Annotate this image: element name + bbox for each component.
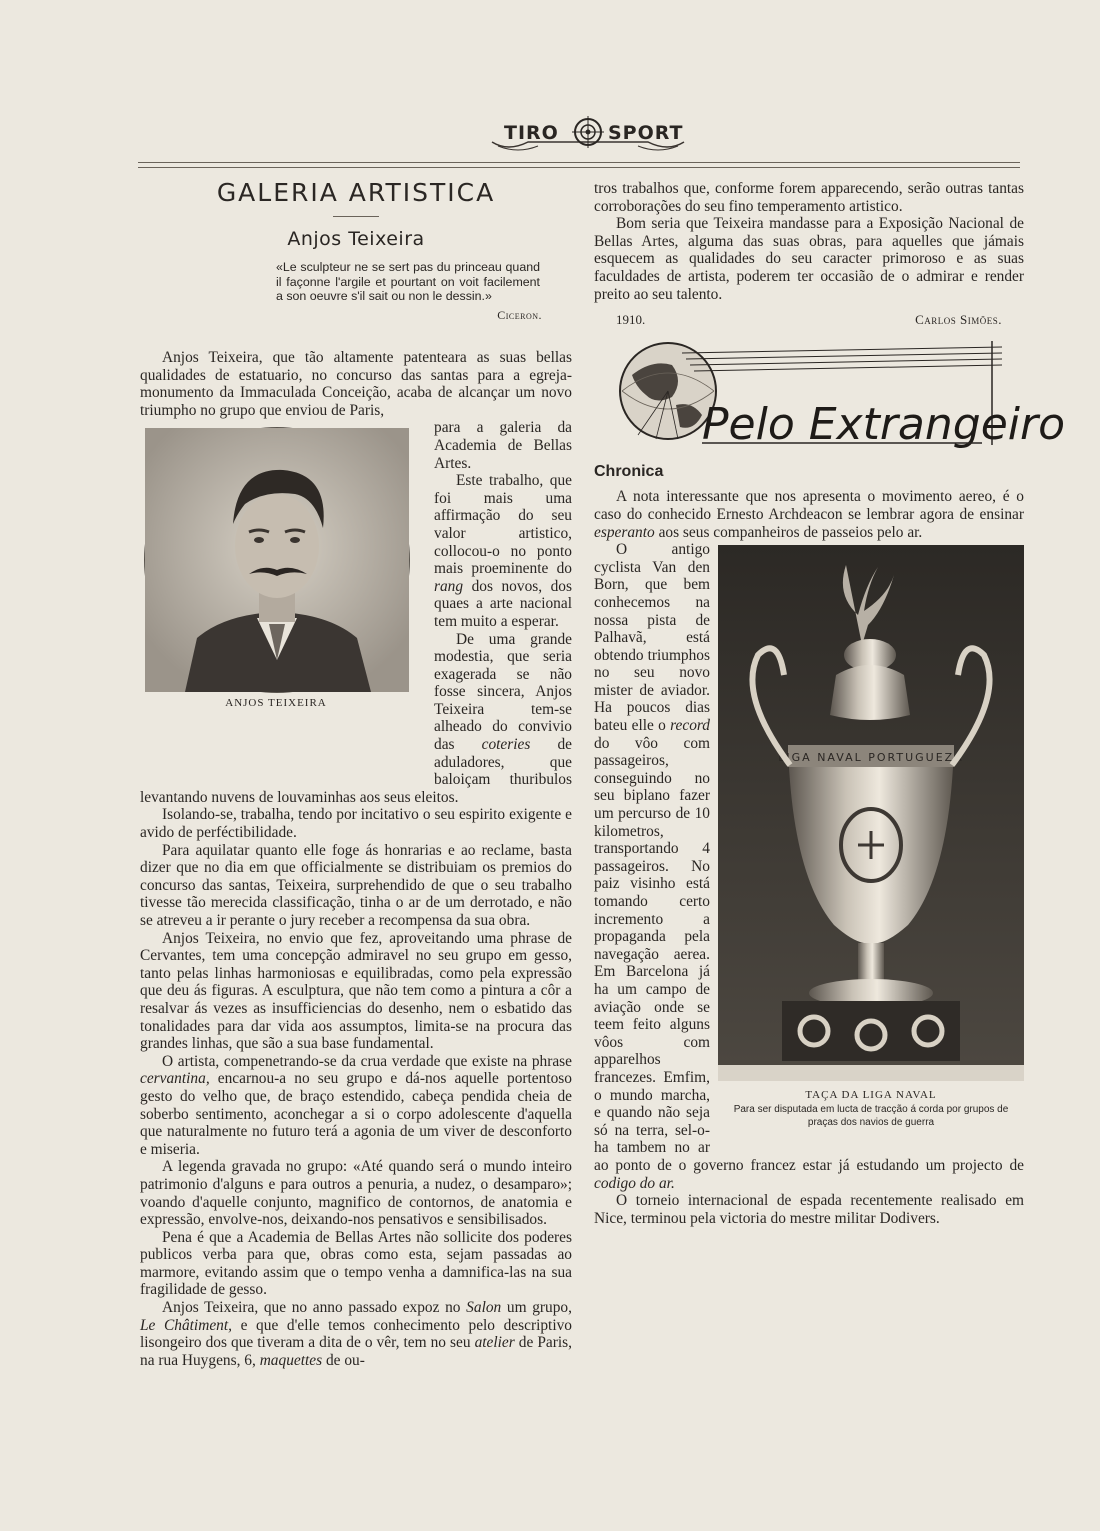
trophy-figure bbox=[718, 541, 1024, 1149]
masthead-logo bbox=[488, 112, 688, 154]
trophy-caption: TAÇA DA LIGA NAVAL bbox=[805, 1089, 937, 1102]
chronica-heading: Chronica bbox=[594, 462, 664, 480]
paragraph: Pena é que a Academia de Bellas Artes não sollicite dos poderes publicos verba para que, obras como esta, sejam passadas ao marmore, evitando assim que o tempo venha a damnifica-las na sua fragilidade de gesso. bbox=[140, 1228, 572, 1299]
paragraph: Isolando-se, trabalha, tendo por incitativo o seu espirito exigente e avido de perféctibilidade. bbox=[140, 806, 572, 842]
left-column bbox=[140, 180, 572, 1369]
trophy-subcaption: Para ser disputada em lucta de tracção á corda por grupos de praças dos navios de guerra bbox=[733, 1104, 1009, 1129]
paragraph: De uma grande modestia, que seria exagerada se não fosse sincera, Anjos Teixeira tem-se alheado do convivio das coteries de aduladores, que baloiçam thuribulos levantando nuvens de louvaminhas aos seus eleitos. bbox=[140, 630, 572, 806]
portrait-caption: ANJOS TEIXEIRA bbox=[225, 697, 327, 710]
paragraph: O torneio internacional de espada recentemente realisado em Nice, terminou pela victoria do mestre militar Dodivers. bbox=[594, 1192, 1024, 1227]
paragraph: O antigo cyclista Van den Born, que bem conhecemos na nossa pista de Palhavã, está obtendo triumphos no seu novo mister de aviador. Ha poucos dias bateu elle o record do vôo com passageiros, conseguindo no seu biplano fazer um percurso de 10 kilometros, transportando 4 passageiros. No paiz visinho está tomando certo incremento a propaganda pela navegação aerea. Em Barcelona já ha um campo de aviação onde se teem feito alguns vôos com apparelhos francezes. Emfim, o mundo marcha, e quando não seja só na terra, sel-o-ha tambem no ar ao ponto de o governo francez estar já estudando um projecto de codigo do ar. bbox=[594, 541, 1024, 1192]
epigraph: «Le sculpteur ne se sert pas du princeau quand il façonne l'argile et pourtant on voit facilement a son oeuvre s'il sait ou non le dessin.» bbox=[276, 260, 540, 303]
svg-text:SPORT: SPORT bbox=[608, 122, 684, 144]
article-year: 1910. bbox=[616, 312, 646, 328]
paragraph: Este trabalho, que foi mais uma affirmação do seu valor artistico, collocou-o no ponto mais proeminente do rang dos novos, dos quaes a arte nacional tem muito a esperar. bbox=[434, 472, 572, 630]
header-rule-top bbox=[138, 162, 1020, 163]
paragraph: A legenda gravada no grupo: «Até quando será o mundo inteiro patrimonio d'alguns e para outros a penuria, a nudez, o desamparo»; voando d'aquelle conjunto, magnifico de contornos, de anatomia e expressão, envolve-nos, deixando-nos pensativos e sensibilisados. bbox=[140, 1158, 572, 1229]
paragraph: Anjos Teixeira, que no anno passado expoz no Salon um grupo, Le Châtiment, e que d'elle temos conhecimento pelo descriptivo lisongeiro dos que tiveram a dita de o vêr, tem no seu atelier de Paris, na rua Huygens, 6, maquettes de ou- bbox=[140, 1299, 572, 1369]
epigraph-attribution: Ciceron. bbox=[497, 308, 542, 323]
paragraph: Bom seria que Teixeira mandasse para a Exposição Nacional de Bellas Artes, alguma das suas obras, para aquelles que jámais esquecem as qualidades do seu caracter primoroso e as suas faculdades de artista, poderem ter occasião de o admirar e render preito ao seu talento. bbox=[594, 215, 1024, 303]
right-column bbox=[594, 180, 1065, 1227]
svg-text:LIGA NAVAL PORTUGUEZA: LIGA NAVAL PORTUGUEZA bbox=[778, 751, 964, 765]
globe-banner-icon bbox=[612, 335, 1065, 453]
header-rule-bottom bbox=[138, 167, 1020, 168]
paragraph: para a galeria da Academia de Bellas Artes. bbox=[434, 419, 572, 472]
section-banner bbox=[612, 335, 1065, 453]
paragraph: Anjos Teixeira, no envio que fez, aproveitando uma phrase de Cervantes, tem uma concepção admiravel no seu grupo em gesso, tanto pelas linhas harmoniosas e equilibradas, como pela expressão que deu ás figuras. A esculptura, que não tem como a pintura a côr a resalvar ás vezes as insufficiencias do desenho, nem o esbatido das tonalidades para dar vida aos assumptos, limita-se na procura das grandes linhas, que são a sua base fundamental. bbox=[140, 929, 572, 1053]
paragraph: A nota interessante que nos apresenta o movimento aereo, é o caso do conhecido Ernesto Archdeacon se lembrar agora de ensinar esperanto aos seus companheiros de passeios pelo ar. bbox=[594, 488, 1024, 541]
paragraph: Para aquilatar quanto elle foge ás honrarias e ao reclame, basta dizer que no dia em que officialmente se distribuiam os premios do concurso das santas, Teixeira, surprehendido de que o seu trabalho tivesse tão merecida classificação, tinha o ar de um derrotado, e não se atreveu a ir perante o jury receber a recompensa da sua obra. bbox=[140, 841, 572, 929]
masthead-emblem-icon bbox=[488, 112, 688, 154]
trophy-photo bbox=[718, 545, 1024, 1081]
svg-text:TIRO: TIRO bbox=[504, 122, 559, 144]
paragraph: O artista, compenetrando-se da crua verdade que existe na phrase cervantina, encarnou-a no seu grupo e dá-nos aquelle portentoso gesto do velho que, de braço estendido, cabeça pendida cheia de soberbo sentimento, aconchegar a si o corpo adolescente d'aquella que naturalmente no futuro terá a agonia de um viver de desconforto e miseria. bbox=[140, 1052, 572, 1158]
trophy-cup-icon bbox=[718, 545, 1024, 1081]
paragraph: tros trabalhos que, conforme forem apparecendo, serão outras tantas corroborações do seu fino temperamento artistico. bbox=[594, 180, 1024, 215]
signature-row bbox=[616, 311, 1002, 329]
portrait-silhouette-icon bbox=[145, 428, 409, 692]
paragraph: Anjos Teixeira, que tão altamente patenteara as suas bellas qualidades de estatuario, no concurso das santas para a egreja-monumento da Immaculada Conceição, acaba de alcançar um novo triumpho no grupo que enviou de Paris, bbox=[140, 349, 572, 419]
author-signature: Carlos Simões. bbox=[915, 312, 1002, 328]
title-divider bbox=[333, 216, 379, 217]
article-subtitle: Anjos Teixeira bbox=[287, 227, 425, 250]
section-title: GALERIA ARTISTICA bbox=[216, 178, 496, 207]
portrait-figure bbox=[140, 419, 426, 781]
banner-title: Pelo Extrangeiro bbox=[702, 398, 1065, 450]
portrait-image bbox=[144, 427, 410, 693]
